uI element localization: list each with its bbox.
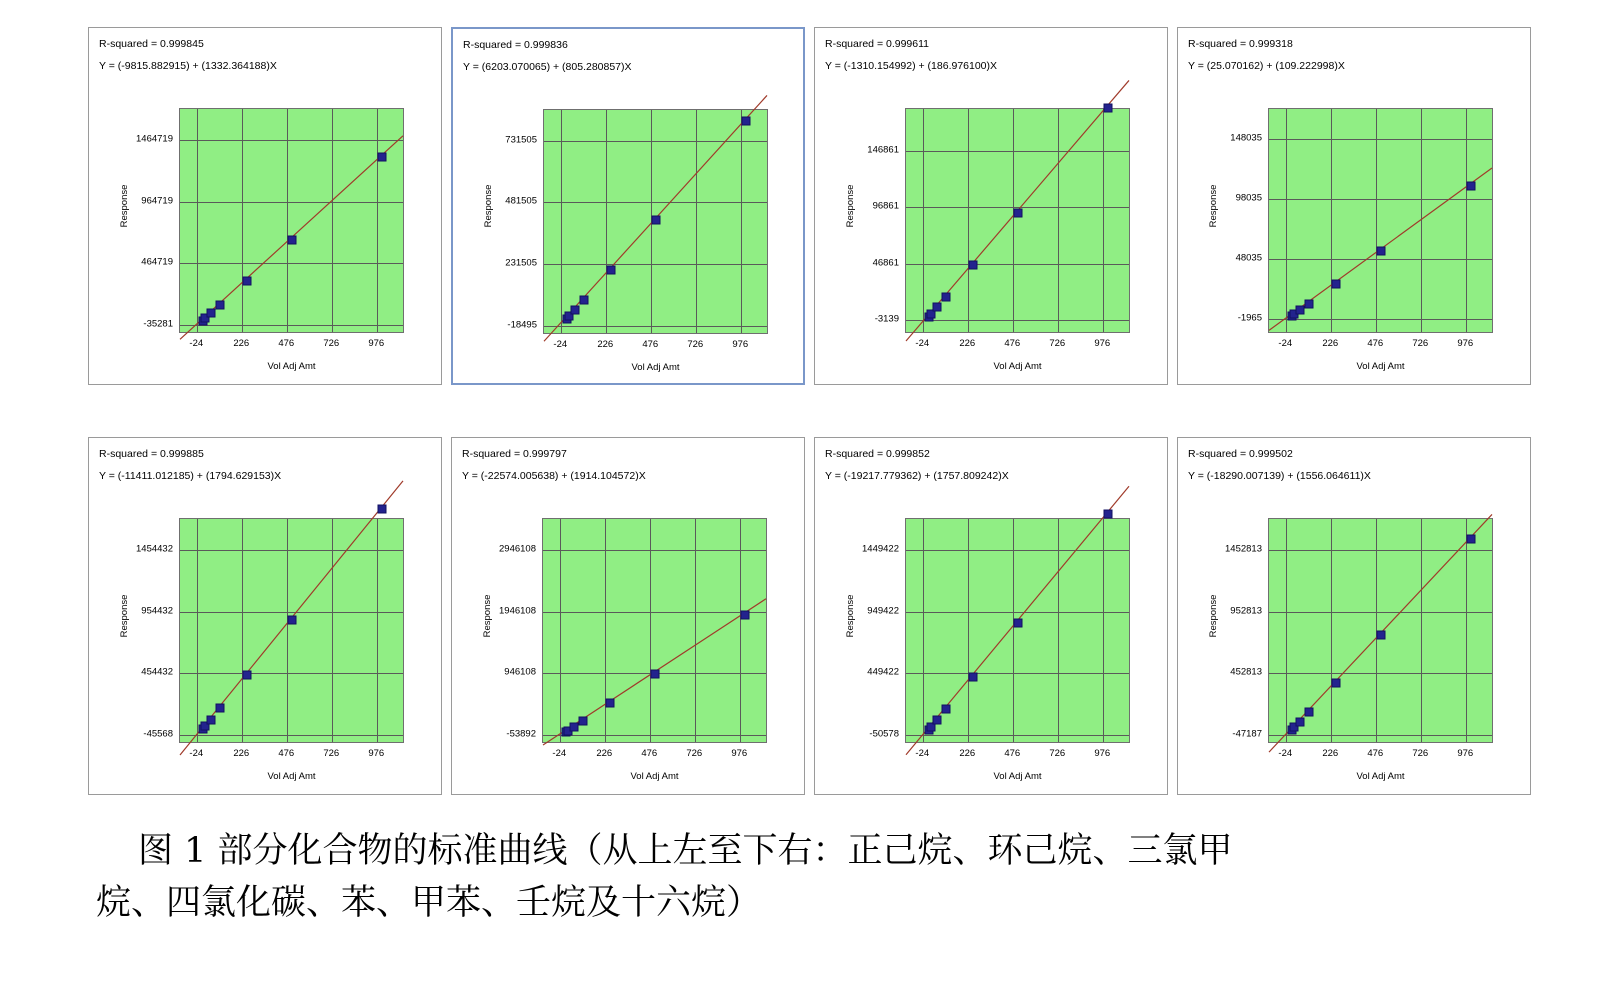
y-tick-label: 231505 xyxy=(505,257,537,269)
x-axis-ticks xyxy=(905,338,1130,354)
plot-area xyxy=(905,518,1130,743)
data-point[interactable] xyxy=(1304,708,1313,717)
x-tick-label: 726 xyxy=(687,339,704,350)
y-tick-label: 1449422 xyxy=(862,543,899,555)
calibration-chart-panel[interactable] xyxy=(451,437,805,795)
y-tick-label: 148035 xyxy=(1230,132,1262,144)
x-tick-label: -24 xyxy=(1278,748,1293,759)
y-tick-label: -50578 xyxy=(869,728,899,740)
x-axis-title: Vol Adj Amt xyxy=(1356,361,1405,372)
data-point[interactable] xyxy=(651,216,660,225)
regression-line xyxy=(906,519,1129,742)
data-point[interactable] xyxy=(215,704,224,713)
data-point[interactable] xyxy=(605,699,614,708)
plot-area xyxy=(905,108,1130,333)
r-squared-label: R-squared = 0.999885 xyxy=(99,448,204,460)
x-axis-ticks xyxy=(179,338,404,354)
x-tick-label: 476 xyxy=(1367,748,1384,759)
data-point[interactable] xyxy=(650,669,659,678)
y-tick-label: 1946108 xyxy=(499,605,536,616)
x-tick-label: 976 xyxy=(1457,338,1474,349)
y-tick-label: -45568 xyxy=(143,728,173,740)
x-axis-ticks xyxy=(542,748,767,764)
r-squared-label: R-squared = 0.999852 xyxy=(825,448,930,460)
x-axis-ticks xyxy=(1268,748,1493,764)
x-tick-label: 976 xyxy=(1094,338,1111,349)
x-axis-title: Vol Adj Amt xyxy=(267,361,316,372)
regression-line xyxy=(180,519,403,742)
x-tick-label: 726 xyxy=(323,338,340,349)
calibration-chart-panel[interactable] xyxy=(88,27,442,385)
r-squared-label: R-squared = 0.999318 xyxy=(1188,38,1293,50)
x-axis-title: Vol Adj Amt xyxy=(631,362,680,373)
y-axis-title: Response xyxy=(118,184,130,228)
calibration-chart-panel[interactable] xyxy=(88,437,442,795)
x-tick-label: 476 xyxy=(278,338,295,349)
y-tick-label: 2946108 xyxy=(499,543,536,555)
x-tick-label: 726 xyxy=(1412,748,1429,759)
x-tick-label: 726 xyxy=(1049,748,1066,759)
x-tick-label: 726 xyxy=(686,748,703,759)
y-axis-title: Response xyxy=(844,184,856,228)
x-axis-title: Vol Adj Amt xyxy=(630,771,679,782)
regression-line xyxy=(906,109,1129,332)
regression-equation-label: Y = (6203.070065) + (805.280857)X xyxy=(463,61,632,73)
data-point[interactable] xyxy=(968,261,977,270)
x-tick-label: 976 xyxy=(731,748,748,759)
x-axis-ticks xyxy=(1268,338,1493,354)
data-point[interactable] xyxy=(1304,299,1313,308)
x-tick-label: 976 xyxy=(1457,748,1474,759)
data-point[interactable] xyxy=(741,117,750,126)
x-tick-label: 976 xyxy=(368,338,385,349)
data-point[interactable] xyxy=(1376,631,1385,640)
x-tick-label: 476 xyxy=(1004,338,1021,349)
x-axis-ticks xyxy=(543,339,768,355)
calibration-chart-panel[interactable] xyxy=(451,27,805,385)
plot-area xyxy=(179,518,404,743)
data-point[interactable] xyxy=(287,615,296,624)
x-tick-label: 476 xyxy=(641,748,658,759)
data-point[interactable] xyxy=(242,276,251,285)
x-tick-label: 226 xyxy=(597,339,614,350)
regression-equation-label: Y = (-11411.012185) + (1794.629153)X xyxy=(99,470,282,482)
plot-area xyxy=(179,108,404,333)
y-tick-label: -53892 xyxy=(506,728,536,740)
y-tick-label: 452813 xyxy=(1230,666,1262,678)
data-point[interactable] xyxy=(1331,279,1340,288)
y-tick-label: 964719 xyxy=(141,195,173,206)
plot-area xyxy=(1268,518,1493,743)
x-tick-label: 226 xyxy=(1322,748,1339,759)
r-squared-label: R-squared = 0.999502 xyxy=(1188,448,1293,460)
x-axis-ticks xyxy=(905,748,1130,764)
r-squared-label: R-squared = 0.999845 xyxy=(99,38,204,50)
data-point[interactable] xyxy=(206,309,215,318)
data-point[interactable] xyxy=(932,303,941,312)
y-axis-title: Response xyxy=(118,594,130,638)
equation-block xyxy=(1188,447,1524,484)
y-tick-label: -18495 xyxy=(507,319,537,331)
data-point[interactable] xyxy=(1103,510,1112,519)
r-squared-label: R-squared = 0.999611 xyxy=(825,38,930,50)
regression-equation-label: Y = (-9815.882915) + (1332.364188)X xyxy=(99,60,277,72)
data-point[interactable] xyxy=(206,715,215,724)
x-tick-label: -24 xyxy=(189,338,204,349)
chart-row-bottom xyxy=(0,437,1531,795)
x-tick-label: 476 xyxy=(642,339,659,350)
data-point[interactable] xyxy=(578,717,587,726)
y-tick-label: -3139 xyxy=(874,313,899,325)
regression-line xyxy=(1269,109,1492,332)
x-tick-label: -24 xyxy=(915,338,930,349)
data-point[interactable] xyxy=(569,722,578,731)
data-point[interactable] xyxy=(941,705,950,714)
data-point[interactable] xyxy=(1331,679,1340,688)
data-point[interactable] xyxy=(941,292,950,301)
equation-block xyxy=(462,447,798,484)
y-tick-label: 96861 xyxy=(872,200,899,212)
x-tick-label: 226 xyxy=(596,748,613,759)
calibration-chart-panel[interactable] xyxy=(1177,437,1531,795)
data-point[interactable] xyxy=(1466,181,1475,190)
y-tick-label: 952813 xyxy=(1230,605,1262,616)
x-tick-label: 226 xyxy=(959,748,976,759)
data-point[interactable] xyxy=(215,301,224,310)
x-tick-label: 476 xyxy=(278,748,295,759)
data-point[interactable] xyxy=(242,671,251,680)
x-tick-label: 976 xyxy=(1094,748,1111,759)
data-point[interactable] xyxy=(377,153,386,162)
x-axis-ticks xyxy=(179,748,404,764)
x-tick-label: -24 xyxy=(553,339,568,350)
regression-line xyxy=(543,519,766,742)
data-point[interactable] xyxy=(740,610,749,619)
x-tick-label: 226 xyxy=(1322,338,1339,349)
calibration-chart-panel[interactable] xyxy=(814,437,1168,795)
regression-equation-label: Y = (-19217.779362) + (1757.809242)X xyxy=(825,470,1009,482)
caption-line-2: 烷、四氯化碳、苯、甲苯、壬烷及十六烷） xyxy=(96,882,762,923)
x-axis-title: Vol Adj Amt xyxy=(993,361,1042,372)
y-tick-label: -35281 xyxy=(143,318,173,330)
data-point[interactable] xyxy=(579,295,588,304)
chart-row-top xyxy=(0,27,1531,385)
r-squared-label: R-squared = 0.999797 xyxy=(462,448,567,460)
y-axis-title: Response xyxy=(844,594,856,638)
y-tick-label: 464719 xyxy=(141,256,173,268)
y-axis-title: Response xyxy=(1207,184,1219,228)
equation-block xyxy=(99,37,435,74)
y-axis-title: Response xyxy=(482,184,494,228)
x-tick-label: -24 xyxy=(189,748,204,759)
y-tick-label: 481505 xyxy=(505,195,537,207)
data-point[interactable] xyxy=(1295,717,1304,726)
x-axis-title: Vol Adj Amt xyxy=(993,771,1042,782)
y-tick-label: 954432 xyxy=(141,605,173,616)
y-axis-title: Response xyxy=(1207,594,1219,638)
equation-block xyxy=(825,447,1161,484)
x-tick-label: 226 xyxy=(233,748,250,759)
y-tick-label: -47187 xyxy=(1232,728,1262,740)
equation-block xyxy=(825,37,1161,74)
x-tick-label: 976 xyxy=(732,339,749,350)
data-point[interactable] xyxy=(1103,103,1112,112)
y-tick-label: 949422 xyxy=(867,605,899,616)
x-tick-label: -24 xyxy=(915,748,930,759)
plot-area xyxy=(542,518,767,743)
x-tick-label: 726 xyxy=(1049,338,1066,349)
x-tick-label: 726 xyxy=(323,748,340,759)
data-point[interactable] xyxy=(968,672,977,681)
regression-equation-label: Y = (-18290.007139) + (1556.064611)X xyxy=(1188,470,1371,482)
y-tick-label: 48035 xyxy=(1235,252,1262,264)
data-point[interactable] xyxy=(287,235,296,244)
y-tick-label: 1452813 xyxy=(1225,543,1262,555)
equation-block xyxy=(99,447,435,484)
data-point[interactable] xyxy=(1295,306,1304,315)
caption-line-1: 图 1 部分化合物的标准曲线（从上左至下右：正己烷、环己烷、三氯甲 xyxy=(138,831,1233,871)
y-tick-label: 1454432 xyxy=(136,543,173,555)
data-point[interactable] xyxy=(606,265,615,274)
data-point[interactable] xyxy=(377,505,386,514)
calibration-chart-panel[interactable] xyxy=(814,27,1168,385)
y-tick-label: 146861 xyxy=(867,144,899,156)
x-axis-title: Vol Adj Amt xyxy=(267,771,316,782)
data-point[interactable] xyxy=(932,716,941,725)
x-tick-label: 476 xyxy=(1004,748,1021,759)
x-axis-title: Vol Adj Amt xyxy=(1356,771,1405,782)
figure-caption xyxy=(96,826,1526,930)
y-tick-label: 454432 xyxy=(141,666,173,678)
equation-block xyxy=(1188,37,1524,74)
y-tick-label: 946108 xyxy=(504,666,536,678)
y-tick-label: 46861 xyxy=(872,257,899,269)
plot-area xyxy=(1268,108,1493,333)
r-squared-label: R-squared = 0.999836 xyxy=(463,39,568,51)
regression-equation-label: Y = (25.070162) + (109.222998)X xyxy=(1188,60,1345,72)
y-tick-label: -1965 xyxy=(1237,312,1262,324)
x-tick-label: 226 xyxy=(959,338,976,349)
plot-area xyxy=(543,109,768,334)
x-tick-label: -24 xyxy=(1278,338,1293,349)
data-point[interactable] xyxy=(570,305,579,314)
x-tick-label: 226 xyxy=(233,338,250,349)
regression-equation-label: Y = (-1310.154992) + (186.976100)X xyxy=(825,60,998,72)
y-tick-label: 98035 xyxy=(1235,192,1262,204)
equation-block xyxy=(463,38,797,75)
data-point[interactable] xyxy=(1013,208,1022,217)
regression-line xyxy=(180,109,403,332)
regression-equation-label: Y = (-22574.005638) + (1914.104572)X xyxy=(462,470,646,482)
x-tick-label: 476 xyxy=(1367,338,1384,349)
x-tick-label: 976 xyxy=(368,748,385,759)
x-tick-label: -24 xyxy=(552,748,567,759)
y-axis-title: Response xyxy=(481,594,493,638)
data-point[interactable] xyxy=(1013,618,1022,627)
y-tick-label: 1464719 xyxy=(136,133,173,145)
x-tick-label: 726 xyxy=(1412,338,1429,349)
data-point[interactable] xyxy=(1466,535,1475,544)
data-point[interactable] xyxy=(1376,247,1385,256)
y-tick-label: 449422 xyxy=(867,666,899,678)
y-tick-label: 731505 xyxy=(505,134,537,146)
calibration-chart-panel[interactable] xyxy=(1177,27,1531,385)
